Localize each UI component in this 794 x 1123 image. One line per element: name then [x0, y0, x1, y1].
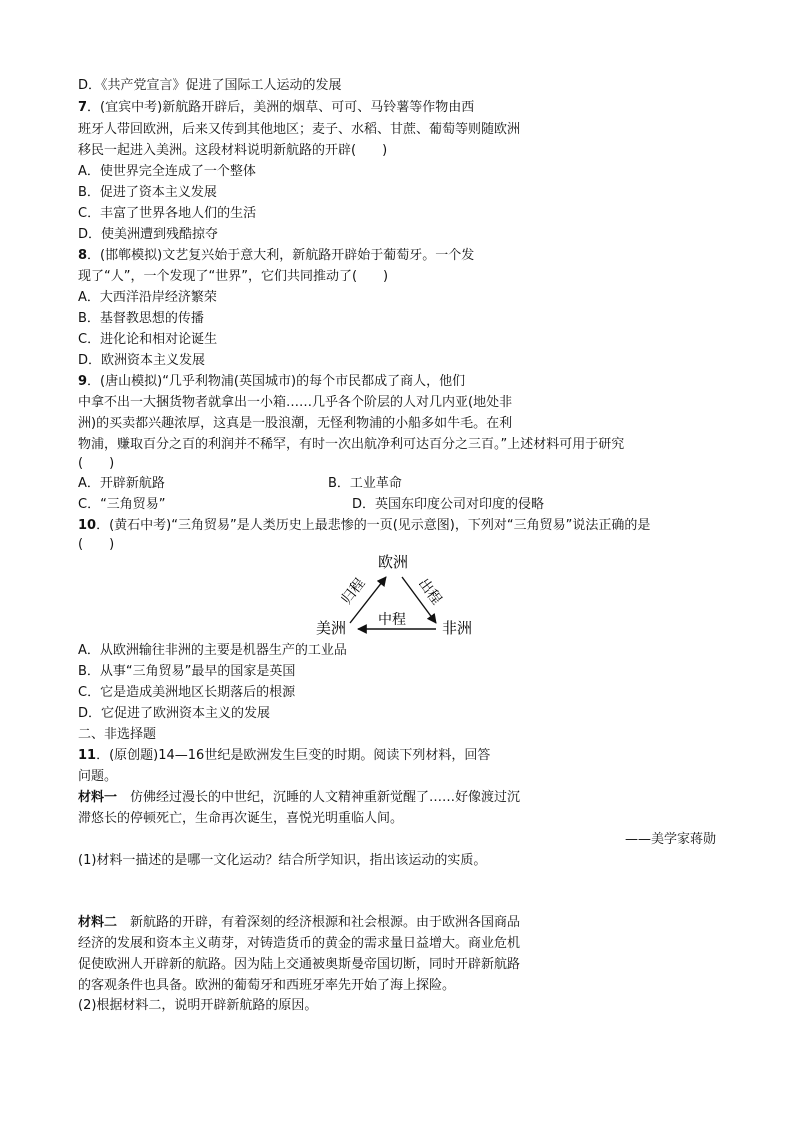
- material-one-label: 材料一: [78, 790, 118, 805]
- q7-stem-line3: 移民一起进入美洲。这段材料说明新航路的开辟( ): [78, 143, 388, 158]
- material-one-line1: [78, 789, 520, 807]
- material-two-label: 材料二: [78, 915, 118, 930]
- q9-stem-line5: ( ): [78, 456, 115, 471]
- material-two-line3: 促使欧洲人开辟新的航路。因为陆上交通被奥斯曼帝国切断，同时开辟新航路: [78, 957, 521, 972]
- q10-number: 10: [78, 518, 97, 533]
- q6-option-d: D．《共产党宣言》促进了国际工人运动的发展: [78, 78, 342, 93]
- q9-number: 9: [78, 374, 88, 389]
- q9-option-b: B．工业革命: [328, 476, 402, 491]
- q8-option-c: C．进化论和相对论诞生: [78, 332, 218, 347]
- label-africa: 非洲: [442, 619, 473, 637]
- q9-stem-line3: 洲)的买卖都兴趣浓厚，这真是一股浪潮，无怪利物浦的小船多如牛毛。在利: [78, 416, 513, 431]
- q10-option-a: A．从欧洲输往非洲的主要是机器生产的工业品: [78, 643, 347, 658]
- q7-text: ．(宜宾中考)新航路开辟后，美洲的烟草、可可、马铃薯等作物由西: [87, 100, 475, 115]
- q9-text: ．(唐山模拟)“几乎利物浦(英国城市)的每个市民都成了商人，他们: [87, 374, 466, 389]
- q10-stem-line1: [78, 517, 650, 535]
- material-two-line4: 的客观条件也具备。欧洲的葡萄牙和西班牙率先开始了海上探险。: [78, 978, 456, 993]
- q7-option-b: B．促进了资本主义发展: [78, 185, 217, 200]
- q7-option-a: A．使世界完全连成了一个整体: [78, 164, 256, 179]
- material-one-line2: 滞悠长的停顿死亡，生命再次诞生，喜悦光明重临人间。: [78, 811, 404, 826]
- section-heading-non-choice: 二、非选择题: [78, 727, 157, 742]
- triangle-trade-diagram: [310, 545, 480, 645]
- material-two-line2: 经济的发展和资本主义萌芽，对铸造货币的黄金的需求量日益增大。商业危机: [78, 936, 521, 951]
- q8-option-d: D．欧洲资本主义发展: [78, 353, 206, 368]
- q8-stem-line1: [78, 247, 474, 265]
- label-return-leg: 归程: [338, 575, 369, 608]
- q11-text: ．(原创题)14—16世纪是欧洲发生巨变的时期。阅读下列材料，回答: [96, 748, 491, 763]
- q8-stem-line2: 现了“人”，一个发现了“世界”，它们共同推动了( ): [78, 269, 389, 284]
- q10-option-c: C．它是造成美洲地区长期落后的根源: [78, 685, 296, 700]
- label-middle-passage: 中程: [378, 612, 406, 628]
- q9-stem-line1: [78, 373, 465, 391]
- material-one-text: 仿佛经过漫长的中世纪，沉睡的人文精神重新觉醒了……好像渡过沉: [117, 790, 521, 805]
- q9-option-a: A．开辟新航路: [78, 476, 165, 491]
- q10-text: ．(黄石中考)“三角贸易”是人类历史上最悲惨的一页(见示意图)，下列对“三角贸易”说法正确的是: [96, 518, 651, 533]
- label-america: 美洲: [316, 619, 347, 637]
- q9-option-c: C．“三角贸易”: [78, 497, 166, 512]
- label-outbound: 出程: [414, 575, 445, 608]
- q10-option-b: B．从事“三角贸易”最早的国家是英国: [78, 664, 296, 679]
- q9-stem-line2: 中拿不出一大捆货物者就拿出一小箱……几乎各个阶层的人对几内亚(地处非: [78, 395, 513, 410]
- q7-stem-line2: 班牙人带回欧洲，后来又传到其他地区；麦子、水稻、甘蔗、葡萄等则随欧洲: [78, 122, 521, 137]
- material-two-text: 新航路的开辟，有着深刻的经济根源和社会根源。由于欧洲各国商品: [117, 915, 521, 930]
- material-one-attribution: ——美学家蒋勋: [624, 832, 716, 847]
- label-europe: 欧洲: [378, 553, 409, 571]
- q11-stem-line2: 问题。: [78, 769, 118, 784]
- q8-option-b: B．基督教思想的传播: [78, 311, 204, 326]
- q11-sub1: (1)材料一描述的是哪一文化运动？结合所学知识，指出该运动的实质。: [78, 853, 487, 868]
- q8-number: 8: [78, 248, 88, 263]
- q7-option-c: C．丰富了世界各地人们的生活: [78, 206, 257, 221]
- q8-option-a: A．大西洋沿岸经济繁荣: [78, 290, 217, 305]
- q10-option-d: D．它促进了欧洲资本主义的发展: [78, 706, 271, 721]
- q7-number: 7: [78, 100, 88, 115]
- q8-text: ．(邯郸模拟)文艺复兴始于意大利，新航路开辟始于葡萄牙。一个发: [87, 248, 475, 263]
- q11-sub2: (2)根据材料二，说明开辟新航路的原因。: [78, 998, 318, 1013]
- q11-stem-line1: [78, 747, 490, 765]
- material-two-line1: [78, 914, 520, 932]
- q9-option-d: D．英国东印度公司对印度的侵略: [352, 497, 545, 512]
- q7-option-d: D．使美洲遭到残酷掠夺: [78, 227, 219, 242]
- q7-stem-line1: [78, 99, 474, 117]
- q11-number: 11: [78, 748, 97, 763]
- q10-stem-line2: ( ): [78, 537, 115, 552]
- q9-stem-line4: 物浦，赚取百分之百的利润并不稀罕，有时一次出航净利可达百分之三百。”上述材料可用于研究: [78, 437, 625, 452]
